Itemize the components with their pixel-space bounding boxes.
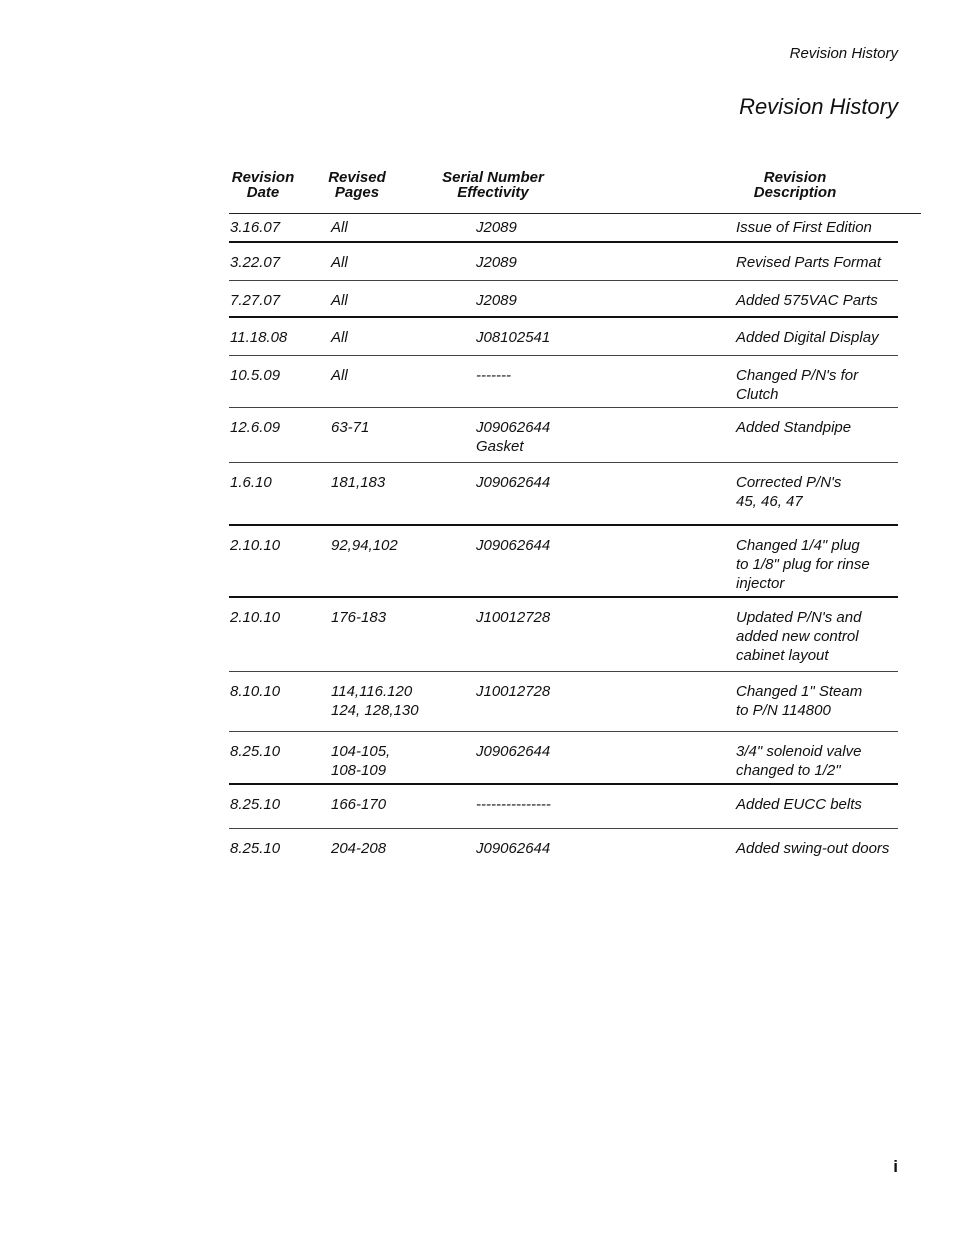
page-title: Revision History — [739, 94, 898, 119]
cell-serial-number — [476, 795, 706, 814]
cell-serial-number — [476, 418, 706, 456]
table-row — [229, 732, 898, 785]
cell-line: Added 575VAC Parts — [736, 292, 878, 309]
cell-line: Added Standpipe — [736, 419, 852, 436]
cell-line: All — [331, 254, 348, 271]
cell-revised-pages — [331, 366, 471, 385]
cell-line: 114,116.120 — [331, 683, 413, 700]
cell-line: cabinet layout — [736, 647, 829, 664]
cell-revised-pages — [331, 742, 471, 780]
cell-serial-number — [476, 218, 706, 237]
cell-revised-pages — [331, 218, 471, 237]
column-header-revised-pages — [323, 170, 391, 200]
cell-line: Corrected P/N's — [736, 474, 842, 491]
cell-revision-date — [230, 795, 325, 814]
cell-line: 8.10.10 — [230, 683, 281, 700]
table-row — [229, 785, 898, 829]
cell-revised-pages — [331, 608, 471, 627]
cell-line: Added Digital Display — [736, 329, 879, 346]
cell-line: 104-105, — [331, 743, 391, 760]
column-header-revision-date — [229, 170, 297, 200]
revision-table-body — [229, 214, 898, 869]
cell-line: J10012728 — [476, 683, 551, 700]
cell-line: Clutch — [736, 386, 779, 403]
cell-revision-description — [736, 291, 898, 310]
cell-line: 45, 46, 47 — [736, 493, 803, 510]
cell-revision-date — [230, 328, 325, 347]
cell-revision-date — [230, 682, 325, 701]
cell-line: 2.10.10 — [230, 609, 281, 626]
running-header: Revision History — [789, 45, 898, 62]
cell-revised-pages — [331, 418, 471, 437]
cell-line: 166-170 — [331, 796, 387, 813]
cell-line: All — [331, 219, 348, 236]
cell-line: J2089 — [476, 254, 517, 271]
cell-revision-date — [230, 536, 325, 555]
cell-revised-pages — [331, 328, 471, 347]
cell-serial-number — [476, 328, 706, 347]
cell-serial-number — [476, 839, 706, 858]
cell-revised-pages — [331, 253, 471, 272]
cell-line: 2.10.10 — [230, 537, 281, 554]
cell-revision-date — [230, 418, 325, 437]
table-row — [229, 598, 898, 672]
cell-revision-date — [230, 608, 325, 627]
cell-revision-description — [736, 839, 898, 858]
column-header-serial-number — [431, 170, 555, 200]
header-line: Effectivity — [457, 184, 529, 201]
cell-revised-pages — [331, 682, 471, 720]
cell-serial-number — [476, 608, 706, 627]
cell-revision-description — [736, 536, 898, 593]
cell-line: 1.6.10 — [230, 474, 272, 491]
header-line: Description — [753, 184, 837, 201]
column-header-revision-description — [733, 170, 857, 200]
table-row — [229, 829, 898, 869]
header-line: Revision — [763, 169, 827, 186]
cell-line: Updated P/N's and — [736, 609, 862, 626]
cell-line: 7.27.07 — [230, 292, 281, 309]
table-row — [229, 526, 898, 598]
cell-revision-date — [230, 291, 325, 310]
cell-line: injector — [736, 575, 785, 592]
cell-line: 3/4" solenoid valve — [736, 743, 862, 760]
cell-revision-date — [230, 473, 325, 492]
cell-line: J09062644 — [476, 419, 551, 436]
cell-serial-number — [476, 253, 706, 272]
cell-line: added new control — [736, 628, 859, 645]
cell-line: J09062644 — [476, 537, 551, 554]
cell-line: Revised Parts Format — [736, 254, 882, 271]
cell-revision-description — [736, 742, 898, 780]
cell-line: 204-208 — [331, 840, 387, 857]
table-row — [229, 318, 898, 356]
cell-line: Issue of First Edition — [736, 219, 872, 236]
cell-line: 8.25.10 — [230, 840, 281, 857]
cell-line: 63-71 — [331, 419, 370, 436]
cell-line: to P/N 114800 — [736, 702, 831, 719]
header-line: Revision — [231, 169, 295, 186]
cell-serial-number — [476, 291, 706, 310]
cell-line: Changed 1" Steam — [736, 683, 863, 700]
cell-revision-description — [736, 418, 898, 437]
header-line: Revised — [328, 169, 386, 186]
cell-revision-description — [736, 218, 898, 237]
cell-line: to 1/8" plug for rinse — [736, 556, 870, 573]
cell-line: 176-183 — [331, 609, 387, 626]
cell-line: All — [331, 292, 348, 309]
cell-line: 10.5.09 — [230, 367, 281, 384]
cell-revision-date — [230, 366, 325, 385]
cell-revision-description — [736, 608, 898, 665]
cell-revision-description — [736, 253, 898, 272]
cell-line: J09062644 — [476, 840, 551, 857]
cell-line: Changed P/N's for — [736, 367, 859, 384]
cell-revised-pages — [331, 536, 471, 555]
table-row — [229, 463, 898, 526]
cell-revised-pages — [331, 795, 471, 814]
table-row — [229, 281, 898, 318]
cell-revision-date — [230, 218, 325, 237]
cell-line: Gasket — [476, 438, 524, 455]
table-row — [229, 243, 898, 281]
cell-revision-date — [230, 742, 325, 761]
cell-line: All — [331, 367, 348, 384]
header-line: Pages — [334, 184, 380, 201]
cell-line: changed to 1/2" — [736, 762, 841, 779]
page-number: i — [893, 1157, 898, 1176]
cell-line: J2089 — [476, 292, 517, 309]
cell-line: J2089 — [476, 219, 517, 236]
cell-revision-date — [230, 839, 325, 858]
cell-revision-description — [736, 795, 898, 814]
cell-line: 92,94,102 — [331, 537, 398, 554]
cell-line: 108-109 — [331, 762, 387, 779]
cell-line: J10012728 — [476, 609, 551, 626]
table-row — [229, 356, 898, 408]
header-line: Serial Number — [442, 169, 544, 186]
table-header — [229, 170, 921, 214]
cell-revision-description — [736, 328, 898, 347]
cell-revision-description — [736, 473, 898, 511]
table-row — [229, 672, 898, 732]
cell-line: 3.16.07 — [230, 219, 281, 236]
cell-line: J09062644 — [476, 474, 551, 491]
cell-line: J09062644 — [476, 743, 551, 760]
cell-serial-number — [476, 742, 706, 761]
table-row — [229, 408, 898, 463]
cell-revision-description — [736, 366, 898, 404]
cell-line: ------- — [476, 367, 511, 384]
cell-line: --------------- — [476, 796, 551, 813]
cell-line: 3.22.07 — [230, 254, 281, 271]
cell-line: 11.18.08 — [230, 329, 288, 346]
header-line: Date — [246, 184, 280, 201]
cell-revised-pages — [331, 473, 471, 492]
cell-line: 124, 128,130 — [331, 702, 419, 719]
cell-line: Changed 1/4" plug — [736, 537, 860, 554]
cell-line: 8.25.10 — [230, 796, 281, 813]
cell-line: J08102541 — [476, 329, 551, 346]
cell-revision-date — [230, 253, 325, 272]
cell-serial-number — [476, 682, 706, 701]
table-row — [229, 214, 898, 243]
cell-line: 12.6.09 — [230, 419, 281, 436]
cell-line: Added swing-out doors — [736, 840, 890, 857]
cell-revised-pages — [331, 291, 471, 310]
cell-line: All — [331, 329, 348, 346]
cell-line: Added EUCC belts — [736, 796, 862, 813]
cell-serial-number — [476, 536, 706, 555]
cell-revision-description — [736, 682, 898, 720]
cell-line: 181,183 — [331, 474, 386, 491]
cell-serial-number — [476, 473, 706, 492]
cell-revised-pages — [331, 839, 471, 858]
cell-line: 8.25.10 — [230, 743, 281, 760]
cell-serial-number — [476, 366, 706, 385]
